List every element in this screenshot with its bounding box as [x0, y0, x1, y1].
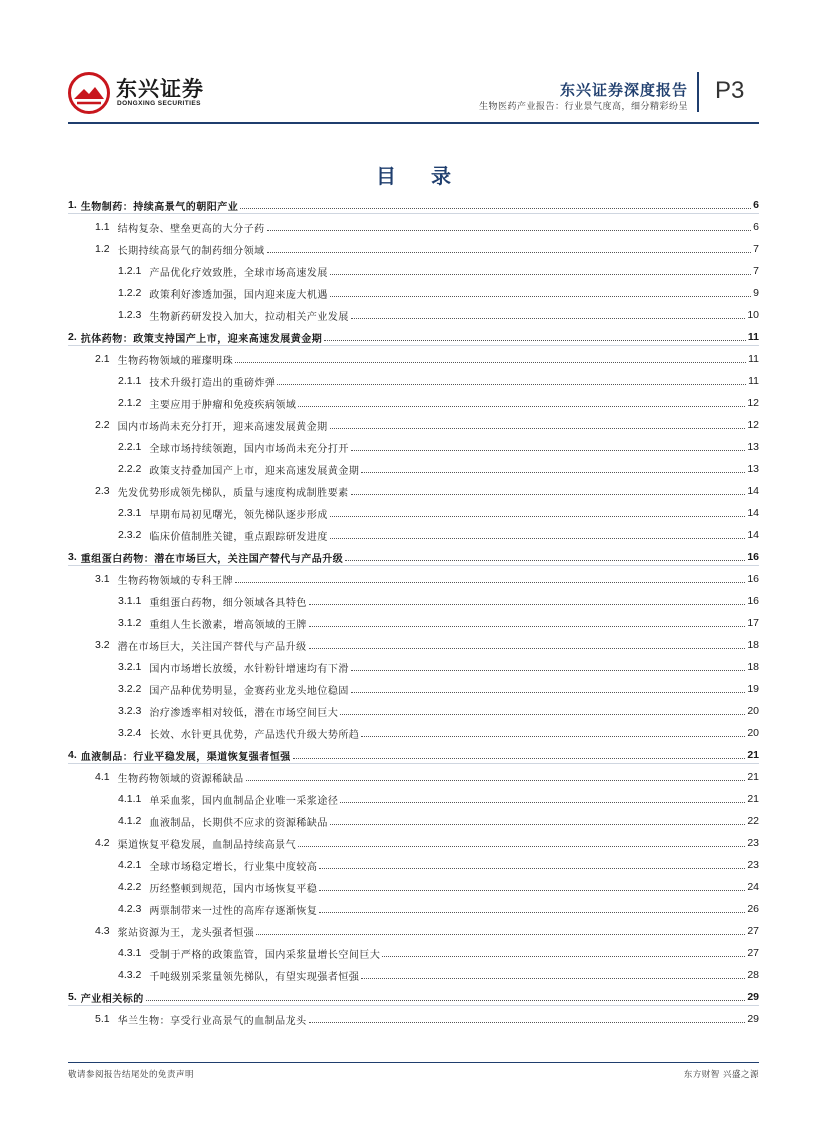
toc-entry-page: 16 — [747, 573, 759, 585]
toc-entry-title: 生物药物领域的璀璨明珠 — [117, 355, 234, 367]
toc-entry-title: 潜在市场巨大，关注国产替代与产品升级 — [117, 641, 307, 653]
toc-dot-leader — [309, 1022, 746, 1023]
toc-entry-number: 1.2.1 — [118, 265, 142, 277]
toc-entry-page: 6 — [753, 199, 759, 211]
toc-entry-number: 2. — [68, 331, 77, 343]
toc-entry-page: 23 — [747, 837, 759, 849]
toc-entry-page: 11 — [748, 375, 759, 387]
page-number: P3 — [715, 77, 745, 104]
toc-dot-leader — [330, 516, 745, 517]
toc-dot-leader — [240, 208, 751, 209]
toc-entry-page: 10 — [747, 309, 759, 321]
header-divider-vertical — [697, 72, 699, 112]
toc-entry-number: 3.1.1 — [118, 595, 142, 607]
toc-dot-leader — [330, 296, 751, 297]
toc-entry-page: 18 — [747, 639, 759, 651]
footer-disclaimer-note: 敬请参阅报告结尾处的免责声明 — [68, 1070, 195, 1080]
toc-entry-number: 2.2.1 — [118, 441, 142, 453]
toc-entry-title: 抗体药物：政策支持国产上市，迎来高速发展黄金期 — [80, 333, 323, 345]
toc-entry[interactable] — [68, 678, 759, 700]
toc-dot-leader — [309, 648, 746, 649]
toc-entry-page: 27 — [747, 947, 759, 959]
toc-dot-leader — [345, 560, 745, 561]
toc-entry-page: 24 — [747, 881, 759, 893]
toc-entry-title: 生物制药：持续高景气的朝阳产业 — [80, 201, 239, 213]
dongxing-logo-icon — [68, 72, 110, 114]
toc-entry-number: 1.2 — [95, 243, 110, 255]
toc-entry-page: 13 — [747, 441, 759, 453]
toc-dot-leader — [319, 890, 745, 891]
toc-entry[interactable] — [68, 568, 759, 590]
toc-entry-number: 4.2.3 — [118, 903, 142, 915]
toc-entry-number: 4.1.1 — [118, 793, 142, 805]
footer-slogan: 东方财智 兴盛之源 — [683, 1070, 759, 1080]
toc-entry-number: 3.2.1 — [118, 661, 142, 673]
toc-entry-title: 生物药物领域的资源稀缺品 — [117, 773, 244, 785]
toc-entry[interactable] — [68, 656, 759, 678]
toc-entry-title: 全球市场稳定增长，行业集中度较高 — [149, 861, 318, 873]
toc-entry[interactable] — [68, 766, 759, 788]
toc-dot-leader — [330, 274, 751, 275]
toc-dot-leader — [256, 934, 745, 935]
toc-entry-page: 27 — [747, 925, 759, 937]
toc-entry-page: 16 — [747, 551, 759, 563]
toc-entry-title: 政策利好渗透加强，国内迎来庞大机遇 — [149, 289, 328, 301]
table-of-contents — [68, 194, 759, 1030]
toc-entry[interactable] — [68, 810, 759, 832]
toc-entry-title: 先发优势形成领先梯队，质量与速度构成制胜要素 — [117, 487, 349, 499]
toc-entry-page: 29 — [747, 1013, 759, 1025]
toc-entry-title: 重组人生长激素，增高领域的王牌 — [149, 619, 307, 631]
toc-entry-page: 17 — [747, 617, 759, 629]
toc-entry[interactable] — [68, 436, 759, 458]
toc-entry-number: 2.3.2 — [118, 529, 142, 541]
toc-entry-title: 两票制带来一过性的高库存逐渐恢复 — [149, 905, 318, 917]
toc-entry[interactable] — [68, 194, 759, 216]
toc-entry[interactable] — [68, 986, 759, 1008]
toc-entry-number: 3.1 — [95, 573, 110, 585]
toc-dot-leader — [340, 714, 745, 715]
toc-entry-page: 7 — [753, 243, 759, 255]
toc-dot-leader — [351, 494, 746, 495]
company-logo — [68, 72, 208, 114]
toc-entry[interactable] — [68, 634, 759, 656]
toc-entry-title: 千吨级别采浆量领先梯队，有望实现强者恒强 — [149, 971, 360, 983]
header-divider — [68, 122, 759, 124]
toc-entry-number: 4.3.2 — [118, 969, 142, 981]
toc-entry[interactable] — [68, 1008, 759, 1030]
toc-entry-page: 23 — [747, 859, 759, 871]
toc-entry-number: 2.1.2 — [118, 397, 142, 409]
toc-entry[interactable] — [68, 458, 759, 480]
toc-entry[interactable] — [68, 942, 759, 964]
toc-entry[interactable] — [68, 370, 759, 392]
toc-entry-title: 早期布局初见曙光，领先梯队逐步形成 — [149, 509, 328, 521]
toc-entry[interactable] — [68, 876, 759, 898]
toc-entry[interactable] — [68, 392, 759, 414]
toc-entry[interactable] — [68, 854, 759, 876]
toc-entry-number: 3.2.4 — [118, 727, 142, 739]
toc-entry-number: 4.2.2 — [118, 881, 142, 893]
toc-entry-number: 4.2 — [95, 837, 110, 849]
toc-entry-page: 9 — [753, 287, 759, 299]
toc-entry-number: 3.2 — [95, 639, 110, 651]
toc-entry[interactable] — [68, 832, 759, 854]
toc-entry[interactable] — [68, 348, 759, 370]
toc-entry[interactable] — [68, 414, 759, 436]
toc-dot-leader — [361, 736, 745, 737]
toc-entry-page: 21 — [747, 793, 759, 805]
toc-entry-number: 3. — [68, 551, 77, 563]
toc-entry-number: 2.1 — [95, 353, 110, 365]
toc-entry-title: 重组蛋白药物：潜在市场巨大，关注国产替代与产品升级 — [80, 553, 344, 565]
toc-entry-title: 生物新药研发投入加大，拉动相关产业发展 — [149, 311, 349, 323]
toc-entry[interactable] — [68, 788, 759, 810]
toc-entry-title: 国产品种优势明显，金赛药业龙头地位稳固 — [149, 685, 349, 697]
toc-entry[interactable] — [68, 304, 759, 326]
toc-entry-number: 3.1.2 — [118, 617, 142, 629]
toc-entry[interactable] — [68, 920, 759, 942]
toc-entry-page: 11 — [747, 331, 759, 343]
toc-dot-leader — [330, 538, 745, 539]
toc-entry-title: 全球市场持续领跑，国内市场尚未充分打开 — [149, 443, 349, 455]
toc-entry-page: 21 — [747, 771, 759, 783]
toc-entry[interactable] — [68, 260, 759, 282]
toc-entry-title: 血液制品，长期供不应求的资源稀缺品 — [149, 817, 328, 829]
toc-entry-number: 3.2.3 — [118, 705, 142, 717]
page-header — [0, 0, 827, 130]
toc-entry-number: 2.3 — [95, 485, 110, 497]
toc-entry-number: 1.2.3 — [118, 309, 142, 321]
toc-entry-number: 4.2.1 — [118, 859, 142, 871]
toc-entry-title: 产业相关标的 — [80, 993, 144, 1005]
toc-entry-title: 政策支持叠加国产上市，迎来高速发展黄金期 — [149, 465, 360, 477]
toc-entry[interactable] — [68, 524, 759, 546]
toc-entry[interactable] — [68, 238, 759, 260]
toc-entry-page: 29 — [747, 991, 759, 1003]
toc-entry-number: 4.3 — [95, 925, 110, 937]
toc-entry-number: 4.1 — [95, 771, 110, 783]
toc-entry-title: 历经整顿到规范，国内市场恢复平稳 — [149, 883, 318, 895]
toc-entry-page: 6 — [753, 221, 759, 233]
toc-entry[interactable] — [68, 700, 759, 722]
toc-entry-title: 国内市场增长放缓，水针粉针增速均有下滑 — [149, 663, 349, 675]
toc-entry-title: 产品优化疗效致胜，全球市场高速发展 — [149, 267, 328, 279]
report-series-title: 东兴证券深度报告 — [559, 81, 688, 99]
toc-entry-number: 3.2.2 — [118, 683, 142, 695]
toc-entry-title: 长效、水针更具优势，产品迭代升级大势所趋 — [149, 729, 360, 741]
toc-entry-page: 7 — [753, 265, 759, 277]
toc-entry[interactable] — [68, 216, 759, 238]
toc-dot-leader — [293, 758, 746, 759]
toc-entry-title: 生物药物领域的专科王牌 — [117, 575, 234, 587]
logo-chinese-name: 东兴证券 — [116, 77, 204, 101]
toc-dot-leader — [324, 340, 746, 341]
toc-entry-page: 14 — [747, 507, 759, 519]
toc-entry-number: 2.1.1 — [118, 375, 142, 387]
toc-entry-title: 华兰生物：享受行业高景气的血制品龙头 — [117, 1015, 307, 1027]
toc-dot-leader — [351, 692, 745, 693]
toc-entry-title: 受制于严格的政策监管，国内采浆量增长空间巨大 — [149, 949, 381, 961]
toc-entry-title: 单采血浆，国内血制品企业唯一采浆途径 — [149, 795, 339, 807]
toc-dot-leader — [340, 802, 745, 803]
toc-dot-leader — [382, 956, 745, 957]
toc-entry-title: 临床价值制胜关键，重点跟踪研发进度 — [149, 531, 328, 543]
toc-entry-page: 26 — [747, 903, 759, 915]
toc-dot-leader — [361, 472, 745, 473]
toc-entry-title: 渠道恢复平稳发展，血制品持续高景气 — [117, 839, 297, 851]
toc-dot-leader — [309, 626, 745, 627]
toc-entry-number: 5. — [68, 991, 77, 1003]
toc-entry-page: 20 — [747, 705, 759, 717]
toc-dot-leader — [351, 670, 745, 671]
toc-title: 目 录 — [376, 164, 465, 188]
toc-dot-leader — [330, 428, 746, 429]
toc-entry-number: 4. — [68, 749, 77, 761]
toc-dot-leader — [361, 978, 745, 979]
toc-entry-page: 11 — [748, 353, 759, 365]
toc-entry-number: 1.1 — [95, 221, 110, 233]
report-subtitle: 生物医药产业报告：行业景气度高，细分精彩纷呈 — [478, 102, 688, 112]
toc-entry-title: 治疗渗透率相对较低，潜在市场空间巨大 — [149, 707, 339, 719]
toc-entry[interactable] — [68, 744, 759, 766]
toc-entry-page: 21 — [747, 749, 759, 761]
toc-entry-page: 12 — [747, 419, 759, 431]
toc-entry[interactable] — [68, 326, 759, 348]
footer-divider — [68, 1062, 759, 1063]
toc-dot-leader — [235, 582, 745, 583]
toc-entry-title: 长期持续高景气的制药细分领域 — [117, 245, 265, 257]
toc-entry-page: 14 — [747, 485, 759, 497]
toc-dot-leader — [330, 824, 745, 825]
toc-dot-leader — [298, 846, 745, 847]
toc-entry-title: 重组蛋白药物，细分领域各具特色 — [149, 597, 307, 609]
toc-dot-leader — [319, 912, 745, 913]
toc-entry[interactable] — [68, 612, 759, 634]
toc-entry-number: 1. — [68, 199, 77, 211]
toc-dot-leader — [319, 868, 745, 869]
toc-entry-page: 19 — [747, 683, 759, 695]
toc-dot-leader — [351, 450, 745, 451]
toc-dot-leader — [235, 362, 746, 363]
toc-entry-number: 5.1 — [95, 1013, 110, 1025]
logo-english-name: DONGXING SECURITIES — [117, 100, 201, 107]
toc-entry-page: 18 — [747, 661, 759, 673]
toc-dot-leader — [267, 230, 752, 231]
toc-entry-title: 技术升级打造出的重磅炸弹 — [149, 377, 276, 389]
toc-entry-title: 结构复杂、壁垒更高的大分子药 — [117, 223, 265, 235]
toc-entry-title: 浆站资源为王，龙头强者恒强 — [117, 927, 255, 939]
toc-entry-number: 2.2 — [95, 419, 110, 431]
toc-dot-leader — [267, 252, 752, 253]
toc-dot-leader — [351, 318, 745, 319]
toc-entry[interactable] — [68, 590, 759, 612]
toc-entry-page: 14 — [747, 529, 759, 541]
toc-entry-page: 12 — [747, 397, 759, 409]
toc-entry[interactable] — [68, 546, 759, 568]
toc-entry-title: 血液制品：行业平稳发展，渠道恢复强者恒强 — [80, 751, 291, 763]
toc-entry-page: 20 — [747, 727, 759, 739]
toc-entry-page: 22 — [747, 815, 759, 827]
toc-dot-leader — [298, 406, 745, 407]
toc-entry-number: 4.1.2 — [118, 815, 142, 827]
toc-entry-title: 国内市场尚未充分打开，迎来高速发展黄金期 — [117, 421, 328, 433]
toc-entry-page: 13 — [747, 463, 759, 475]
toc-entry[interactable] — [68, 480, 759, 502]
toc-entry-number: 4.3.1 — [118, 947, 142, 959]
toc-entry-number: 2.2.2 — [118, 463, 142, 475]
toc-entry-title: 主要应用于肿瘤和免疫疾病领域 — [149, 399, 297, 411]
toc-dot-leader — [277, 384, 746, 385]
toc-dot-leader — [146, 1000, 746, 1001]
toc-entry[interactable] — [68, 282, 759, 304]
toc-dot-leader — [309, 604, 745, 605]
toc-entry[interactable] — [68, 502, 759, 524]
toc-entry-number: 1.2.2 — [118, 287, 142, 299]
toc-entry-page: 28 — [747, 969, 759, 981]
toc-entry-page: 16 — [747, 595, 759, 607]
toc-dot-leader — [246, 780, 746, 781]
toc-entry-number: 2.3.1 — [118, 507, 142, 519]
toc-entry[interactable] — [68, 964, 759, 986]
toc-entry[interactable] — [68, 898, 759, 920]
toc-entry[interactable] — [68, 722, 759, 744]
